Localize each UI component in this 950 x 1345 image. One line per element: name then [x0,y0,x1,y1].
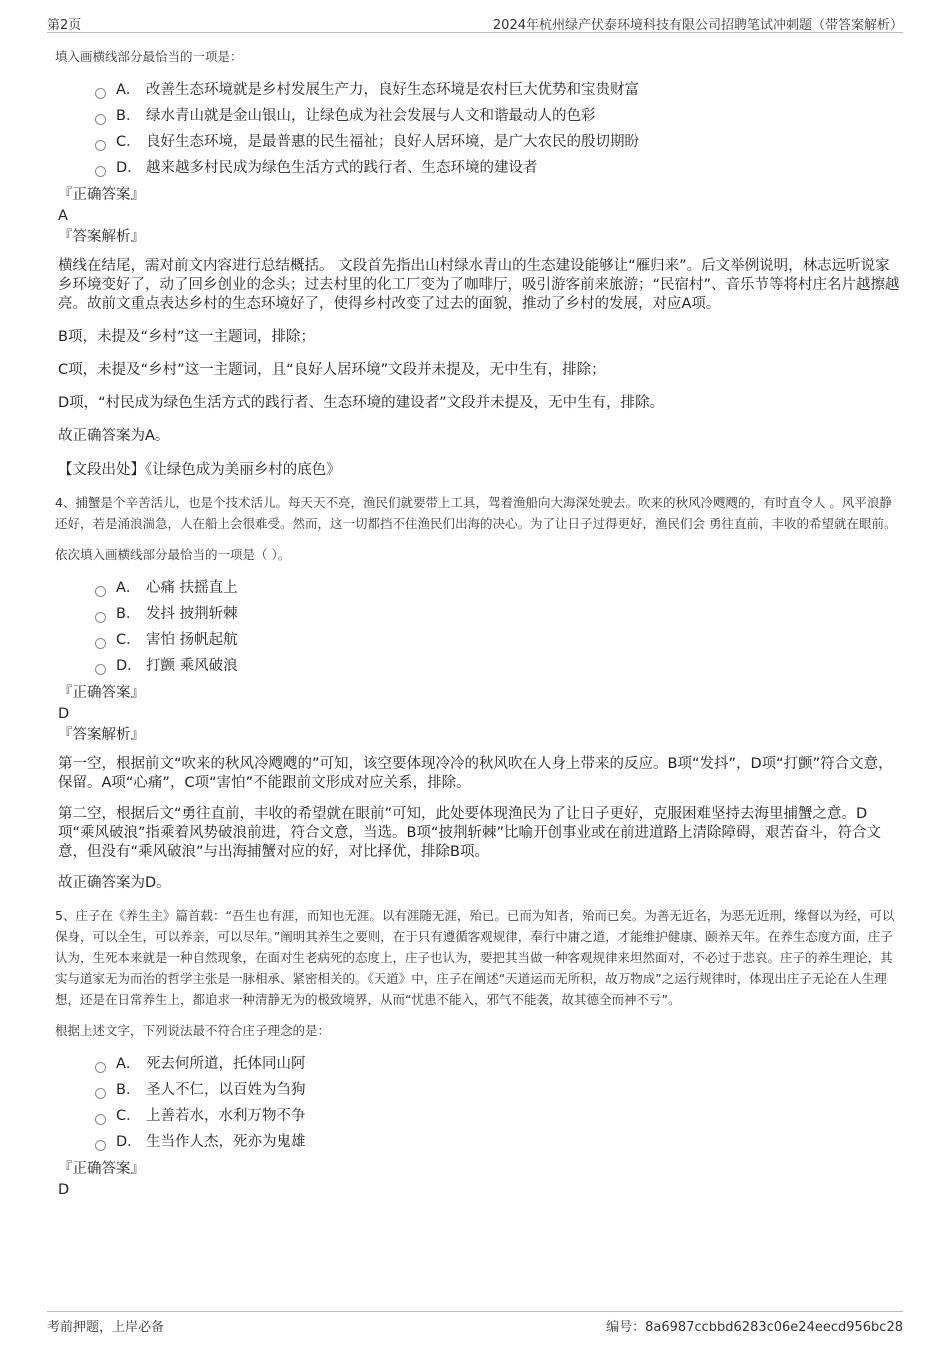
analysis-paragraph: B项，未提及“乡村”这一主题词，排除； [58,329,315,345]
footer-slogan: 考前押题，上岸必备 [47,1320,165,1335]
option-b[interactable]: B． 圣人不仁，以百姓为刍狗 [95,1077,903,1103]
analysis-label: 『答案解析』 [58,727,145,743]
radio-icon[interactable] [95,612,106,623]
document-title: 2024年杭州绿产伏泰环境科技有限公司招聘笔试冲刺题（带答案解析） [492,18,903,33]
page-header [47,12,903,33]
question-stem: 5、庄子在《养生主》篇首载：“吾生也有涯，而知也无涯。以有涯随无涯，殆已。已而为知者，殆而已矣。为善无近名，为恶无近刑，缘督以为经，可以保身，可以全生，可以养亲，可以尽年。”阐明其养生之要则，在于只有遵循客观规律，奉行中庸之道，才能维护健康、颐养天年。在养生态度方面，庄子认为，生死本来就是一种自然现象，在面对生老病死的态度上，庄子也认为，要把其当做一种客观规律来坦然面对，不必过于悲哀。庄子的养生理论，其实与道家无为而治的哲学主张是一脉相承、紧密相关的。《天道》中，庄子在阐述“天道运而无所积，故万物成”之运行规律时，体现出庄子无论在人生理想，还是在日常养生上，都追求一种清静无为的极致境界，从而“忧患不能入，邪气不能袭，故其德全而神不亏”。 [55,908,895,1007]
radio-icon[interactable] [95,1062,106,1073]
main-content [55,40,903,1201]
radio-icon[interactable] [95,1140,106,1151]
question-stem: 4、捕蟹是个辛苦活儿，也是个技术活儿。每天天不亮，渔民们就要带上工具，驾着渔船向大海深处驶去。吹来的秋风冷飕飕的，有时直令人 。风平浪静还好，若是涌浪湍急，人在船上会很难受。然而，这一切都挡不住渔民们出海的决心。为了让日子过得更好，渔民们会 勇往直前，丰收的希望就在眼前。 [55,495,897,531]
answer-label: 『正确答案』 [58,685,145,701]
analysis-label: 『答案解析』 [58,229,145,245]
radio-icon[interactable] [95,88,106,99]
radio-icon[interactable] [95,1114,106,1125]
analysis-paragraph: 第二空，根据后文“勇往直前，丰收的希望就在眼前”可知，此处要体现渔民为了让日子更好，克服困难坚持去海里捕蟹之意。D项“乘风破浪”指乘着风势破浪前进，符合文意，当选。B项“披荆斩棘”比喻开创事业或在前进道路上清除障碍，艰苦奋斗，符合文意，但没有“乘风破浪”与出海捕蟹对应的好，对比择优，排除B项。 [58,806,881,860]
option-d[interactable]: D． 生当作人杰，死亦为鬼雄 [95,1129,903,1155]
option-b[interactable]: B． 发抖 披荆斩棘 [95,601,903,627]
page-footer [47,1311,903,1335]
answer-value: D [58,706,70,722]
answer-label: 『正确答案』 [58,187,145,203]
question-prompt: 依次填入画横线部分最恰当的一项是（ ）。 [55,547,291,562]
answer-label: 『正确答案』 [58,1161,145,1177]
source-citation: 【文段出处】《让绿色成为美丽乡村的底色》 [58,462,341,478]
option-a[interactable]: A． 死去何所道，托体同山阿 [95,1051,903,1077]
radio-icon[interactable] [95,664,106,675]
option-a[interactable]: A． 心痛 扶摇直上 [95,575,903,601]
option-c[interactable]: C． 良好生态环境，是最普惠的民生福祉；良好人居环境，是广大农民的殷切期盼 [95,129,903,155]
option-list [55,575,903,679]
radio-icon[interactable] [95,140,106,151]
radio-icon[interactable] [95,586,106,597]
analysis-conclusion: 故正确答案为A。 [58,428,170,444]
answer-value: A [58,208,68,224]
option-b[interactable]: B． 绿水青山就是金山银山，让绿色成为社会发展与人文和谐最动人的色彩 [95,103,903,129]
question-5 [55,905,903,1200]
analysis-paragraph: 横线在结尾，需对前文内容进行总结概括。 文段首先指出山村绿水青山的生态建设能够让“雁归来”。后文举例说明，林志远听说家乡环境变好了，动了回乡创业的念头；过去村里的化工厂变为了咖啡厅，吸引游客前来旅游；“民宿村”、音乐节等将村庄名片越擦越亮。故前文重点表达乡村的生态环境好了，使得乡村改变了过去的面貌，推动了乡村的发展，对应A项。 [58,258,900,312]
option-c[interactable]: C． 上善若水，水利万物不争 [95,1103,903,1129]
radio-icon[interactable] [95,166,106,177]
option-list [55,77,903,181]
option-d[interactable]: D． 打颤 乘风破浪 [95,653,903,679]
option-a[interactable]: A． 改善生态环境就是乡村发展生产力，良好生态环境是农村巨大优势和宝贵财富 [95,77,903,103]
analysis-paragraph: D项，“村民成为绿色生活方式的践行者、生态环境的建设者”文段并未提及，无中生有，排除。 [58,395,665,411]
analysis-paragraph: C项，未提及“乡村”这一主题词，且“良好人居环境”文段并未提及，无中生有，排除； [58,362,606,378]
page-number: 第2页 [47,18,82,33]
option-c[interactable]: C． 害怕 扬帆起航 [95,627,903,653]
question-prompt: 填入画横线部分最恰当的一项是： [55,49,243,64]
question-prompt: 根据上述文字，下列说法最不符合庄子理念的是： [55,1023,331,1038]
question-4 [55,492,903,893]
question-3 [55,46,903,480]
radio-icon[interactable] [95,638,106,649]
radio-icon[interactable] [95,1088,106,1099]
option-d[interactable]: D． 越来越多村民成为绿色生活方式的践行者、生态环境的建设者 [95,155,903,181]
option-list [55,1051,903,1155]
radio-icon[interactable] [95,114,106,125]
analysis-conclusion: 故正确答案为D。 [58,875,171,891]
analysis-paragraph: 第一空，根据前文“吹来的秋风冷飕飕的”可知，该空要体现冷冷的秋风吹在人身上带来的反应。B项“发抖”，D项“打颤”符合文意，保留。A项“心痛”，C项“害怕”不能跟前文形成对应关系，排除。 [58,756,893,791]
answer-value: D [58,1182,70,1198]
document-id: 编号：8a6987ccbbd6283c06e24eecd956bc28 [606,1320,903,1335]
